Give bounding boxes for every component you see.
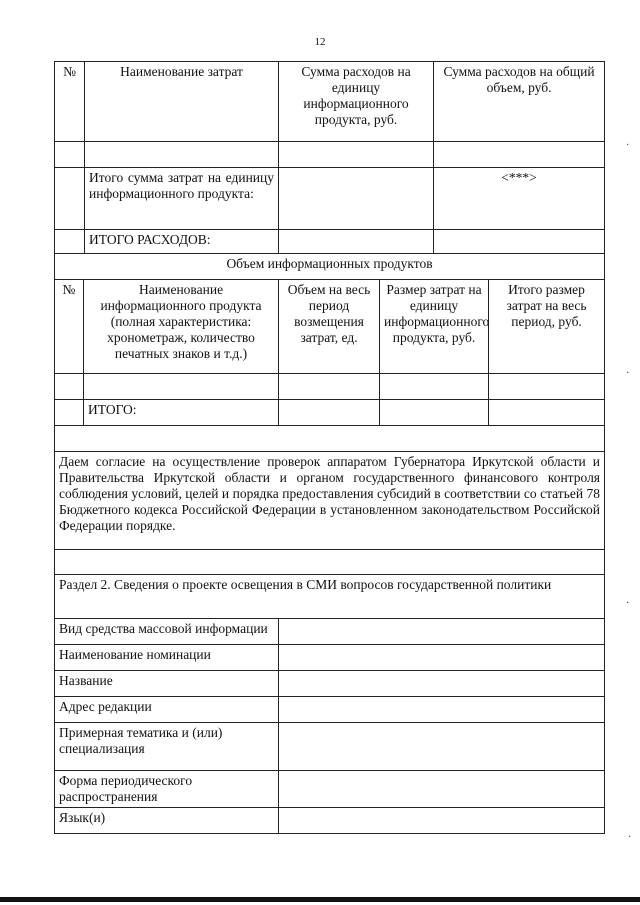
col-header-sum-total: Сумма расходов на общий объем, руб. xyxy=(434,62,605,142)
field-value-languages[interactable] xyxy=(279,808,605,834)
empty-cell[interactable] xyxy=(55,142,85,168)
empty-row xyxy=(55,426,605,452)
field-value-name[interactable] xyxy=(279,671,605,697)
field-label-distribution-form: Форма периодического распространения xyxy=(55,771,279,808)
volume-total-label: ИТОГО: xyxy=(84,400,279,426)
empty-row xyxy=(55,550,605,575)
empty-cell xyxy=(55,400,84,426)
grand-total-sum-input[interactable] xyxy=(434,230,605,254)
field-value-distribution-form[interactable] xyxy=(279,771,605,808)
field-label-editorial-address: Адрес редакции xyxy=(55,697,279,723)
volume-section-title: Объем информационных продуктов xyxy=(55,254,605,280)
empty-cell[interactable] xyxy=(85,142,279,168)
col-header-number: № xyxy=(55,62,85,142)
field-label-nomination: Наименование номинации xyxy=(55,645,279,671)
grand-total-label: ИТОГО РАСХОДОВ: xyxy=(85,230,279,254)
col-header-number: № xyxy=(55,280,84,374)
empty-cell[interactable] xyxy=(279,142,434,168)
empty-cell[interactable] xyxy=(434,142,605,168)
empty-cell xyxy=(55,230,85,254)
empty-cell[interactable] xyxy=(380,400,489,426)
scan-mark: · xyxy=(628,832,632,843)
field-label-media-type: Вид средства массовой информации xyxy=(55,619,279,645)
grand-total-input[interactable] xyxy=(279,230,434,254)
page-number: 12 xyxy=(314,36,326,48)
total-per-unit-label: Итого сумма затрат на единицу информационного продукта: xyxy=(85,168,279,230)
scan-mark: · xyxy=(626,140,630,151)
field-label-topics: Примерная тематика и (или) специализация xyxy=(55,723,279,771)
field-label-languages: Язык(и) xyxy=(55,808,279,834)
total-per-unit-input[interactable] xyxy=(279,168,434,230)
empty-cell[interactable] xyxy=(489,374,605,400)
total-per-unit-value: <***> xyxy=(434,168,605,230)
empty-cell xyxy=(55,168,85,230)
consent-text: Даем согласие на осуществление проверок аппаратом Губернатора Иркутской области и Правительства Иркутской области и органом государственного финансового контроля соблюдения условий, целей и порядка предоставления субсидий в соответствии со статьей 78 Бюджетного кодекса Российской Федерации в установленном законодательством Российской Федерации порядке. xyxy=(55,452,605,550)
field-label-name: Название xyxy=(55,671,279,697)
empty-cell[interactable] xyxy=(55,374,84,400)
empty-cell[interactable] xyxy=(380,374,489,400)
col-header-expense-name: Наименование затрат xyxy=(85,62,279,142)
scan-mark: · xyxy=(626,598,630,609)
section2-title: Раздел 2. Сведения о проекте освещения в СМИ вопросов государственной политики xyxy=(55,575,605,619)
field-value-nomination[interactable] xyxy=(279,645,605,671)
field-value-topics[interactable] xyxy=(279,723,605,771)
empty-cell[interactable] xyxy=(279,400,380,426)
col-header-volume: Объем на весь период возмещения затрат, ед. xyxy=(279,280,380,374)
col-header-total-cost: Итого размер затрат на весь период, руб. xyxy=(489,280,605,374)
col-header-product-name: Наименование информационного продукта (полная характеристика: хронометраж, количество печатных знаков и т.д.) xyxy=(84,280,279,374)
field-value-media-type[interactable] xyxy=(279,619,605,645)
empty-cell[interactable] xyxy=(489,400,605,426)
empty-cell[interactable] xyxy=(279,374,380,400)
col-header-cost-per-unit: Размер затрат на единицу информационного продукта, руб. xyxy=(380,280,489,374)
scan-edge-bar xyxy=(0,897,640,902)
field-value-editorial-address[interactable] xyxy=(279,697,605,723)
col-header-sum-per-unit: Сумма расходов на единицу информационного продукта, руб. xyxy=(279,62,434,142)
application-form-table xyxy=(54,61,605,834)
scan-mark: · xyxy=(626,368,630,379)
empty-cell[interactable] xyxy=(84,374,279,400)
